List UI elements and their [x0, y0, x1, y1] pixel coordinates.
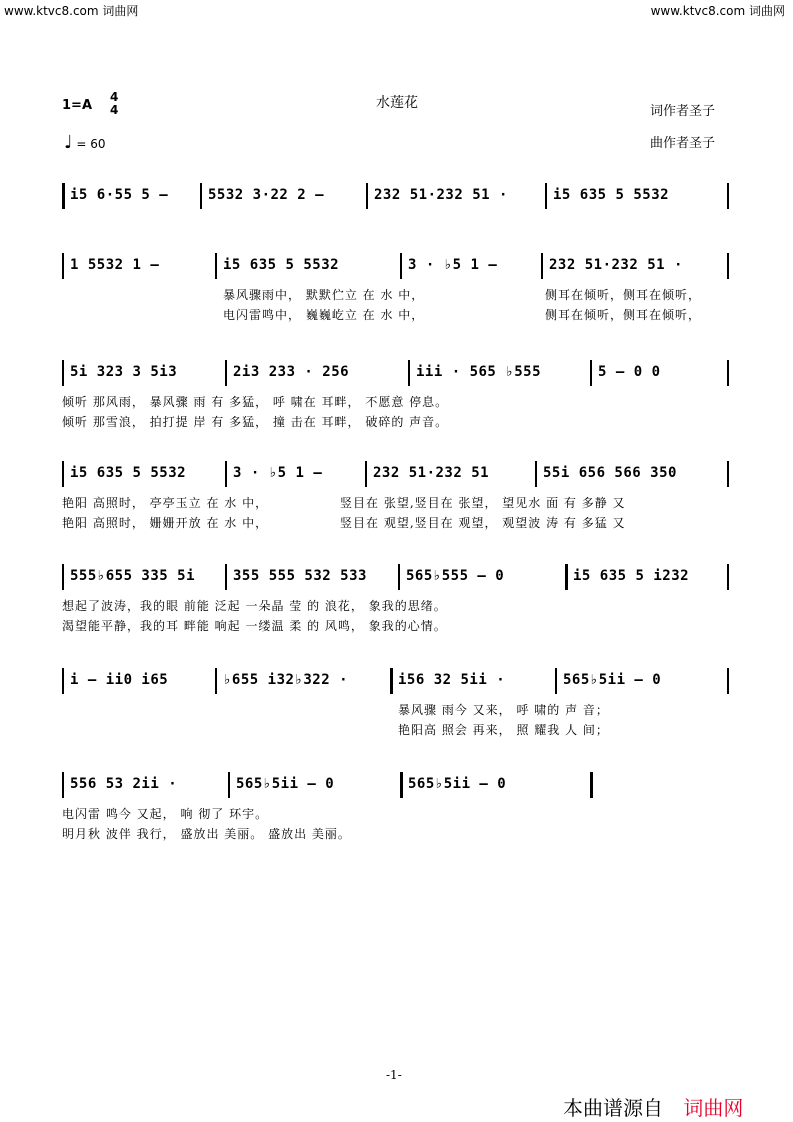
- barline: [400, 772, 403, 798]
- lyric-line: 倾听 那雪浪， 拍打提 岸 有 多猛， 撞 击在 耳畔， 破碎的 声音。: [62, 415, 449, 429]
- measure: 565♭5ii – 0: [563, 672, 662, 688]
- lyric-line: 竖目在 观望,竖目在 观望， 观望波 涛 有 多猛 又: [340, 516, 626, 530]
- measure: 5532 3·22 2 –: [208, 187, 325, 203]
- key-signature: 1=A: [62, 98, 92, 113]
- barline: [200, 183, 202, 209]
- barline: [727, 668, 729, 694]
- barline: [225, 564, 227, 590]
- barline: [225, 360, 227, 386]
- measure: 232 51·232 51: [373, 465, 490, 481]
- lyric-line: 暴风骤雨中， 默默伫立 在 水 中，: [223, 288, 425, 302]
- lyric-line: 电闪雷鸣中， 巍巍屹立 在 水 中，: [223, 308, 425, 322]
- measure: i5 635 5 5532: [70, 465, 187, 481]
- measure: i5 635 5 5532: [223, 257, 340, 273]
- measure: 2i3 233 · 256: [233, 364, 350, 380]
- barline: [727, 461, 729, 487]
- barline: [555, 668, 557, 694]
- measure: i5 635 5 i232: [573, 568, 690, 584]
- lyricist: 词作者圣子: [650, 104, 716, 119]
- measure: 565♭5ii – 0: [236, 776, 335, 792]
- measure: 232 51·232 51 ·: [374, 187, 508, 203]
- measure: i5 635 5 5532: [553, 187, 670, 203]
- barline: [541, 253, 543, 279]
- time-signature-bottom: 4: [110, 103, 119, 117]
- measure: 55i 656 566 350: [543, 465, 677, 481]
- page-number: -1-: [386, 1068, 402, 1082]
- lyric-line: 暴风骤 雨今 又来， 呼 啸的 声 音；: [398, 703, 609, 717]
- barline: [62, 360, 64, 386]
- measure: 565♭5ii – 0: [408, 776, 507, 792]
- barline: [62, 564, 64, 590]
- lyric-line: 竖目在 张望,竖目在 张望， 望见水 面 有 多静 又: [340, 496, 626, 510]
- composer: 曲作者圣子: [650, 136, 716, 151]
- measure: 556 53 2ii ·: [70, 776, 178, 792]
- barline: [215, 668, 217, 694]
- barline: [215, 253, 217, 279]
- barline: [365, 461, 367, 487]
- barline: [727, 564, 729, 590]
- measure: i56 32 5ii ·: [398, 672, 506, 688]
- barline: [590, 772, 593, 798]
- barline: [398, 564, 400, 590]
- measure: ♭655 i32♭322 ·: [223, 672, 349, 688]
- lyric-line: 明月秋 波伴 我行， 盛放出 美丽。 盛放出 美丽。: [62, 827, 351, 841]
- measure: 355 555 532 533: [233, 568, 367, 584]
- tempo-value: = 60: [76, 137, 106, 151]
- barline: [590, 360, 592, 386]
- measure: 232 51·232 51 ·: [549, 257, 683, 273]
- measure: i – ii0 i65: [70, 672, 169, 688]
- measure: i5 6·55 5 –: [70, 187, 169, 203]
- header-site-right: www.ktvc8.com 词曲网: [650, 4, 785, 18]
- measure: 1 5532 1 –: [70, 257, 160, 273]
- barline: [565, 564, 568, 590]
- barline: [62, 183, 65, 209]
- barline: [390, 668, 393, 694]
- lyric-line: 艳阳 高照时， 姗姗开放 在 水 中，: [62, 516, 269, 530]
- lyric-line: 渴望能平静，我的耳 畔能 响起 一缕温 柔 的 风鸣， 象我的心情。: [62, 619, 447, 633]
- barline: [408, 360, 410, 386]
- footer-source: [563, 1092, 743, 1121]
- lyric-line: 倾听 那风雨， 暴风骤 雨 有 多猛， 呼 啸在 耳畔， 不愿意 停息。: [62, 395, 449, 409]
- measure: 555♭655 335 5i: [70, 568, 196, 584]
- barline: [727, 360, 729, 386]
- measure: 5 – 0 0: [598, 364, 661, 380]
- lyric-line: 侧耳在倾听，侧耳在倾听，: [545, 308, 702, 322]
- quarter-note-icon: ♩: [64, 132, 73, 153]
- measure: 3 · ♭5 1 –: [233, 465, 323, 481]
- time-signature-top: 4: [110, 90, 119, 104]
- lyric-line: 艳阳 高照时， 亭亭玉立 在 水 中，: [62, 496, 269, 510]
- measure: 3 · ♭5 1 –: [408, 257, 498, 273]
- measure: 565♭555 – 0: [406, 568, 505, 584]
- time-signature: [110, 91, 118, 117]
- footer-site: 词曲网: [683, 1096, 744, 1120]
- measure: 5i 323 3 5i3: [70, 364, 178, 380]
- tempo-marking: [64, 132, 105, 153]
- barline: [62, 461, 64, 487]
- lyric-line: 侧耳在倾听，侧耳在倾听，: [545, 288, 702, 302]
- barline: [727, 183, 729, 209]
- footer-prefix: 本曲谱源自: [563, 1096, 663, 1120]
- barline: [225, 461, 227, 487]
- barline: [62, 668, 64, 694]
- barline: [228, 772, 230, 798]
- barline: [62, 772, 64, 798]
- barline: [366, 183, 368, 209]
- song-title: 水莲花: [376, 95, 418, 111]
- barline: [535, 461, 537, 487]
- lyric-line: 艳阳高 照会 再来， 照 耀我 人 间；: [398, 723, 609, 737]
- barline: [545, 183, 547, 209]
- barline: [727, 253, 729, 279]
- barline: [62, 253, 64, 279]
- lyric-line: 电闪雷 鸣今 又起， 响 彻了 环宇。: [62, 807, 269, 821]
- lyric-line: 想起了波涛，我的眼 前能 泛起 一朵晶 莹 的 浪花， 象我的思绪。: [62, 599, 447, 613]
- barline: [400, 253, 402, 279]
- measure: iii · 565 ♭555: [416, 364, 542, 380]
- header-site-left: www.ktvc8.com 词曲网: [4, 4, 139, 18]
